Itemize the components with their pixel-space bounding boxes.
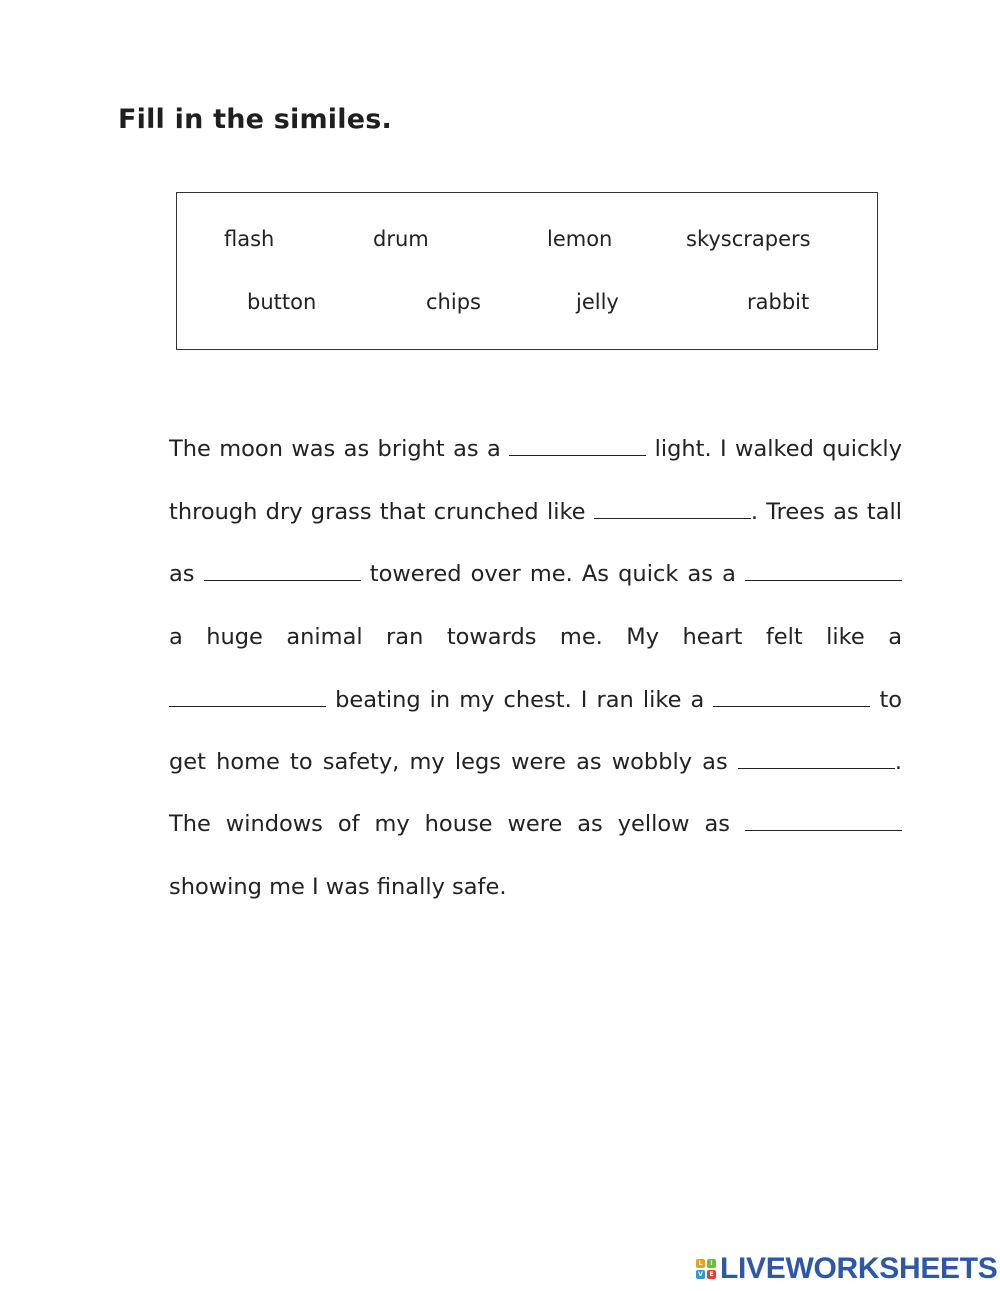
passage-line: [169, 874, 902, 900]
passage-text: light. I walked quickly: [654, 436, 903, 462]
passage-line: [169, 624, 902, 650]
passage-text: through dry grass that crunched like: [169, 499, 586, 525]
word-bank-item: flash: [224, 227, 275, 251]
answer-blank[interactable]: [738, 767, 895, 769]
word-bank-item: rabbit: [747, 290, 810, 314]
passage-line: [169, 811, 902, 837]
passage-line: [169, 499, 902, 525]
answer-group: [594, 499, 902, 525]
word-bank-item: drum: [373, 227, 429, 251]
answer-blank[interactable]: [745, 579, 902, 581]
page-title: Fill in the similes.: [118, 104, 392, 135]
answer-group: [738, 749, 902, 775]
passage-text: The moon was as bright as a: [169, 436, 501, 462]
logo-mark-tile: E: [707, 1270, 716, 1279]
word-bank-item: lemon: [547, 227, 613, 251]
passage-line: [169, 436, 902, 462]
word-bank-item: skyscrapers: [686, 227, 811, 251]
answer-blank[interactable]: [169, 705, 326, 707]
answer-blank[interactable]: [509, 454, 646, 456]
passage-text: . Trees as tall: [750, 499, 902, 525]
answer-blank[interactable]: [204, 579, 361, 581]
word-bank-item: jelly: [576, 290, 619, 314]
passage-text: to: [879, 687, 903, 713]
passage-text: The windows of my house were as yellow as: [169, 811, 731, 837]
logo-mark-tile: V: [696, 1270, 705, 1279]
passage-line: [169, 687, 902, 713]
passage-text: get home to safety, my legs were as wobbly as: [169, 749, 728, 775]
passage-line: [169, 749, 902, 775]
word-bank: [176, 192, 878, 350]
logo-text: LIVEWORKSHEETS: [720, 1252, 998, 1285]
word-bank-item: button: [247, 290, 317, 314]
logo-mark-tile: I: [707, 1259, 716, 1268]
passage-text: towered over me. As quick as a: [369, 561, 736, 587]
passage-text: showing me I was finally safe.: [169, 874, 507, 900]
word-bank-item: chips: [426, 290, 481, 314]
answer-blank[interactable]: [713, 705, 870, 707]
passage-text: .: [894, 749, 903, 775]
logo-mark-tile: L: [696, 1259, 705, 1268]
liveworksheets-logo: [696, 1254, 998, 1284]
answer-blank[interactable]: [745, 829, 902, 831]
passage-line: [169, 561, 902, 587]
passage-text: as: [169, 561, 195, 587]
passage-text: a huge animal ran towards me. My heart felt like a: [169, 624, 902, 650]
logo-mark-icon: [696, 1259, 716, 1279]
answer-blank[interactable]: [594, 517, 751, 519]
passage-text: beating in my chest. I ran like a: [335, 687, 705, 713]
